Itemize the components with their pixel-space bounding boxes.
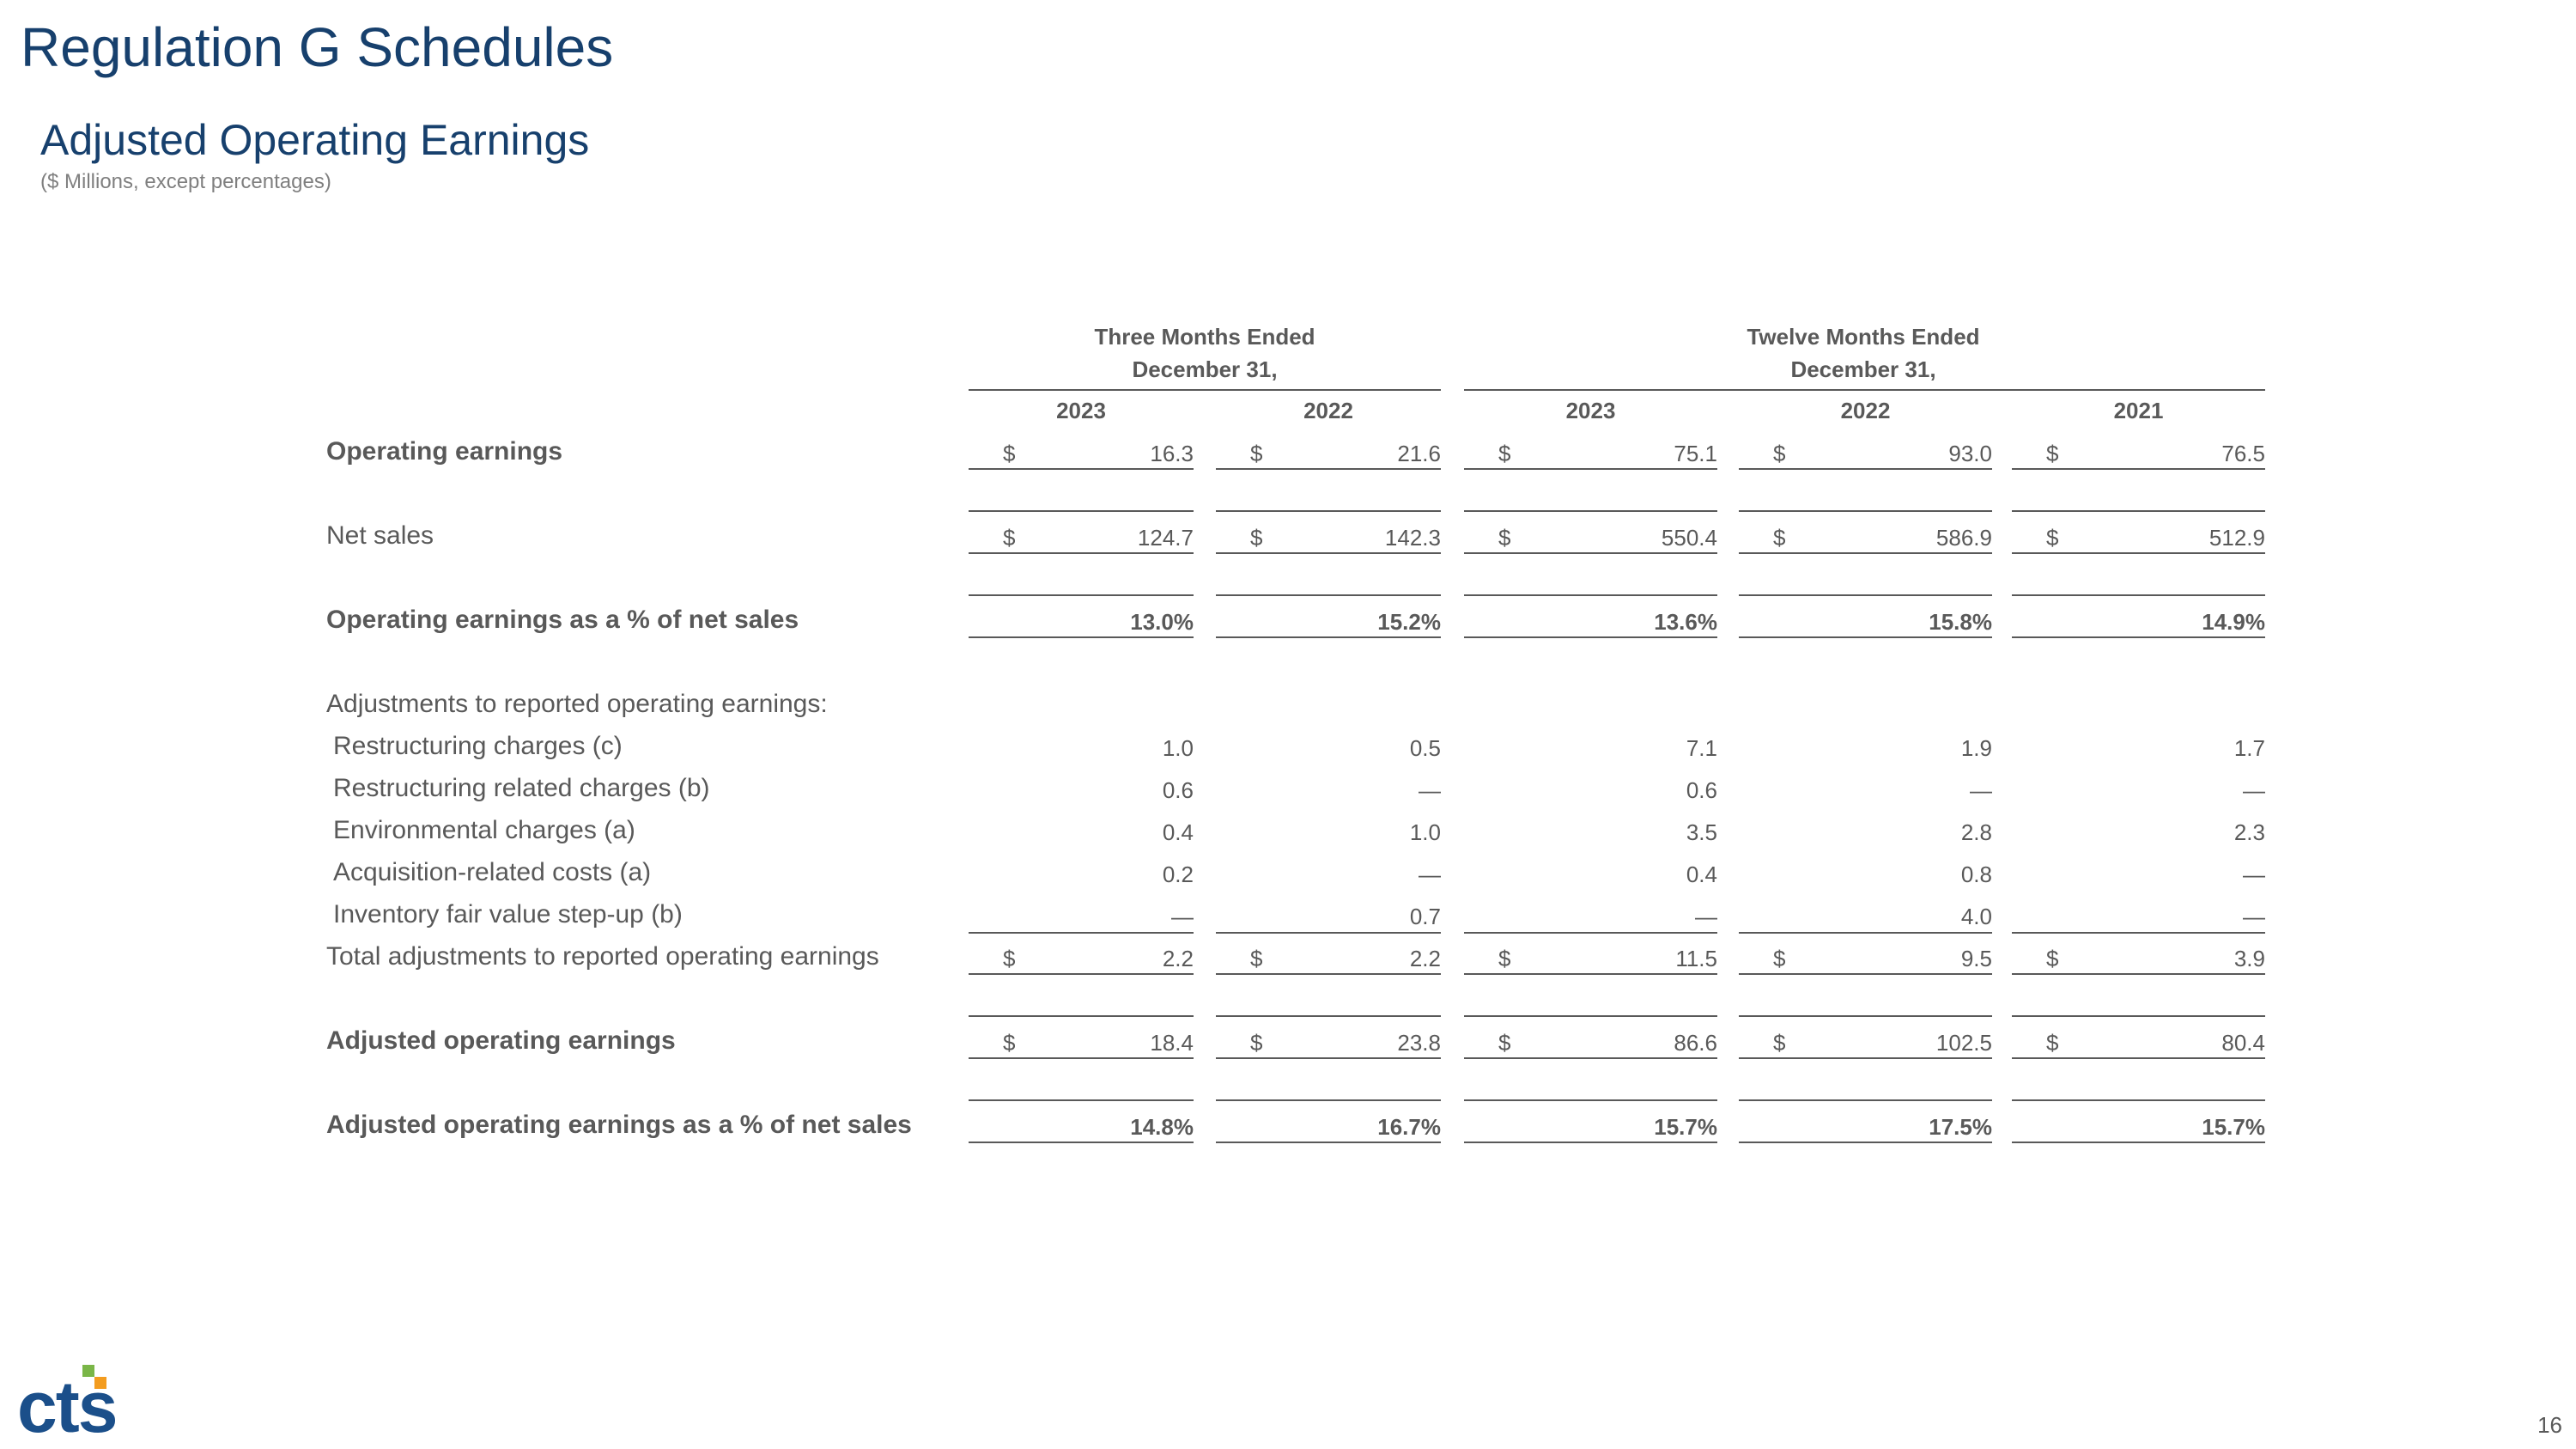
table-cell (969, 733, 1194, 764)
cell-value: — (2243, 861, 2265, 887)
cell-value: 9.5 (1960, 946, 1992, 971)
table-cell (969, 606, 1194, 637)
cell-rule (1216, 552, 1441, 554)
row-label-operating-margin: Operating earnings as a % of net sales (326, 606, 799, 634)
currency-symbol: $ (1498, 946, 1511, 971)
cell-value: — (1695, 904, 1717, 929)
cell-value: 550.4 (1661, 525, 1717, 551)
cell-value: 15.8% (1929, 609, 1992, 635)
cell-rule (969, 552, 1194, 554)
cell-value: 16.7% (1377, 1114, 1441, 1140)
cell-value: 0.6 (1686, 777, 1717, 803)
group-divider (1464, 389, 2265, 391)
cell-value: 14.9% (2202, 609, 2265, 635)
page-title: Regulation G Schedules (21, 16, 614, 78)
row-label-inventory-step-up: Inventory fair value step-up (b) (333, 900, 683, 928)
group-divider (969, 389, 1441, 391)
table-cell (1739, 775, 1992, 806)
cell-rule (1216, 932, 1441, 934)
table-cell (1464, 606, 1717, 637)
year-header: 2023 (1565, 398, 1616, 423)
table-cell (969, 1111, 1194, 1142)
cell-rule (1464, 552, 1717, 554)
table-cell (2012, 438, 2265, 469)
cell-value: 1.0 (1409, 819, 1441, 845)
cell-value: 3.9 (2233, 946, 2265, 971)
page-number: 16 (2537, 1412, 2562, 1438)
cell-rule (1216, 594, 1441, 596)
table-cell (1739, 817, 1992, 848)
table-cell (2012, 1111, 2265, 1142)
cell-value: 3.5 (1686, 819, 1717, 845)
currency-symbol: $ (1773, 525, 1786, 551)
cell-value: — (1419, 777, 1441, 803)
cell-rule (1739, 1099, 1992, 1101)
cell-rule (1464, 1057, 1717, 1059)
group-header-three-months (969, 320, 1441, 386)
cell-value: 93.0 (1948, 441, 1992, 466)
cell-rule (1216, 510, 1441, 512)
table-cell (969, 775, 1194, 806)
currency-symbol: $ (1498, 441, 1511, 466)
cell-value: 0.4 (1162, 819, 1194, 845)
cell-rule (2012, 552, 2265, 554)
cell-value: 13.0% (1130, 609, 1194, 635)
cell-value: 0.8 (1960, 861, 1992, 887)
cell-rule (1464, 594, 1717, 596)
table-cell (1739, 606, 1992, 637)
cell-rule (1216, 1057, 1441, 1059)
table-cell (1464, 733, 1717, 764)
table-cell (1739, 522, 1992, 553)
year-header: 2023 (1056, 398, 1106, 423)
group-header-line: December 31, (1790, 356, 1936, 382)
currency-symbol: $ (1773, 1030, 1786, 1056)
cell-rule (1464, 510, 1717, 512)
table-cell (2012, 606, 2265, 637)
cell-value: 2.3 (2233, 819, 2265, 845)
cell-value: 0.6 (1162, 777, 1194, 803)
table-cell (1216, 438, 1441, 469)
currency-symbol: $ (1498, 1030, 1511, 1056)
cell-value: 102.5 (1935, 1030, 1992, 1056)
cell-rule (969, 594, 1194, 596)
table-cell (1739, 438, 1992, 469)
row-label-adjusted-operating-margin: Adjusted operating earnings as a % of net sales (326, 1111, 912, 1139)
table-cell (1216, 775, 1441, 806)
cell-rule (969, 1057, 1194, 1059)
cell-rule (1464, 1142, 1717, 1143)
cell-rule (2012, 932, 2265, 934)
group-header-line: Twelve Months Ended (1747, 324, 1980, 350)
cell-value: 15.7% (1654, 1114, 1717, 1140)
cell-rule (1739, 1057, 1992, 1059)
cell-value: 4.0 (1960, 904, 1992, 929)
cell-rule (969, 973, 1194, 975)
row-label-adjustments-heading: Adjustments to reported operating earnings: (326, 690, 828, 718)
cell-value: 11.5 (1675, 946, 1717, 971)
cell-value: 18.4 (1150, 1030, 1194, 1056)
year-header: 2021 (2113, 398, 2164, 423)
cell-value: 15.2% (1377, 609, 1441, 635)
cell-value: 0.5 (1409, 735, 1441, 761)
row-label-acquisition-costs: Acquisition-related costs (a) (333, 858, 652, 886)
table-cell (1464, 438, 1717, 469)
table-cell (2012, 1027, 2265, 1058)
cell-rule (1216, 636, 1441, 638)
cell-value: — (1970, 777, 1992, 803)
table-cell (1464, 775, 1717, 806)
currency-symbol: $ (1250, 1030, 1263, 1056)
cell-rule (2012, 1142, 2265, 1143)
cts-logo (17, 1361, 155, 1439)
table-cell (1739, 943, 1992, 974)
cell-value: 23.8 (1397, 1030, 1441, 1056)
table-cell (1739, 733, 1992, 764)
table-cell (1464, 943, 1717, 974)
cell-value: 512.9 (2208, 525, 2265, 551)
table-cell (1464, 1111, 1717, 1142)
row-label-net-sales: Net sales (326, 521, 434, 550)
cell-value: 0.2 (1162, 861, 1194, 887)
cell-rule (1464, 1015, 1717, 1017)
table-cell (969, 438, 1194, 469)
cell-value: 1.7 (2233, 735, 2265, 761)
cell-rule (1216, 468, 1441, 470)
table-cell (1464, 901, 1717, 932)
cell-value: 0.4 (1686, 861, 1717, 887)
table-cell (969, 901, 1194, 932)
table-cell (1216, 901, 1441, 932)
currency-symbol: $ (1498, 525, 1511, 551)
cell-value: 16.3 (1150, 441, 1194, 466)
cell-value: 86.6 (1674, 1030, 1717, 1056)
table-cell (2012, 817, 2265, 848)
cell-rule (1464, 932, 1717, 934)
cell-value: 124.7 (1137, 525, 1194, 551)
cell-rule (2012, 594, 2265, 596)
currency-symbol: $ (2046, 441, 2059, 466)
table-cell (969, 943, 1194, 974)
cell-value: — (2243, 904, 2265, 929)
table-cell (1216, 1027, 1441, 1058)
currency-symbol: $ (1250, 525, 1263, 551)
cell-rule (1464, 973, 1717, 975)
table-cell (969, 817, 1194, 848)
cell-rule (969, 468, 1194, 470)
row-label-adjusted-operating-earnings: Adjusted operating earnings (326, 1026, 676, 1055)
cell-rule (1216, 1015, 1441, 1017)
cell-value: 80.4 (2221, 1030, 2265, 1056)
row-label-restructuring-charges: Restructuring charges (c) (333, 732, 623, 760)
cell-rule (1739, 594, 1992, 596)
currency-symbol: $ (2046, 946, 2059, 971)
table-cell (1739, 859, 1992, 890)
table-cell (2012, 522, 2265, 553)
cell-rule (1216, 1142, 1441, 1143)
table-cell (1464, 522, 1717, 553)
cell-value: 14.8% (1130, 1114, 1194, 1140)
cell-value: 0.7 (1409, 904, 1441, 929)
currency-symbol: $ (1003, 946, 1016, 971)
cell-rule (1739, 1142, 1992, 1143)
currency-symbol: $ (1250, 441, 1263, 466)
cell-value: 76.5 (2221, 441, 2265, 466)
currency-symbol: $ (1003, 1030, 1016, 1056)
table-cell (1739, 1027, 1992, 1058)
table-cell (1464, 817, 1717, 848)
cell-rule (1739, 468, 1992, 470)
row-label-total-adjustments: Total adjustments to reported operating earnings (326, 942, 879, 971)
cell-rule (2012, 1015, 2265, 1017)
cell-value: 75.1 (1674, 441, 1717, 466)
table-cell (2012, 859, 2265, 890)
table-cell (2012, 901, 2265, 932)
cell-rule (969, 1099, 1194, 1101)
cell-value: 15.7% (2202, 1114, 2265, 1140)
table-cell (1216, 606, 1441, 637)
currency-symbol: $ (1003, 525, 1016, 551)
cell-rule (969, 636, 1194, 638)
cell-value: 2.2 (1162, 946, 1194, 971)
table-cell (2012, 733, 2265, 764)
currency-symbol: $ (2046, 1030, 2059, 1056)
cell-rule (1739, 932, 1992, 934)
row-label-environmental-charges: Environmental charges (a) (333, 816, 635, 844)
cell-value: 21.6 (1397, 441, 1441, 466)
currency-symbol: $ (1003, 441, 1016, 466)
cell-rule (2012, 973, 2265, 975)
cell-value: 1.9 (1960, 735, 1992, 761)
table-cell (1216, 817, 1441, 848)
table-cell (2012, 943, 2265, 974)
table-cell (1216, 859, 1441, 890)
cell-rule (2012, 468, 2265, 470)
cell-value: — (1419, 861, 1441, 887)
cell-rule (1216, 1099, 1441, 1101)
group-header-line: Three Months Ended (1094, 324, 1315, 350)
group-header-line: December 31, (1132, 356, 1278, 382)
cell-rule (1464, 1099, 1717, 1101)
cell-rule (969, 932, 1194, 934)
table-cell (2012, 775, 2265, 806)
cell-rule (969, 1142, 1194, 1143)
cell-value: 13.6% (1654, 609, 1717, 635)
cell-rule (2012, 636, 2265, 638)
cell-value: 2.8 (1960, 819, 1992, 845)
row-label-restructuring-related-charges: Restructuring related charges (b) (333, 774, 710, 802)
cell-rule (2012, 1099, 2265, 1101)
table-cell (1216, 733, 1441, 764)
cell-rule (1739, 973, 1992, 975)
cell-value: — (2243, 777, 2265, 803)
table-cell (1739, 901, 1992, 932)
section-title: Adjusted Operating Earnings (40, 116, 590, 164)
table-cell (1216, 943, 1441, 974)
table-cell (1739, 1111, 1992, 1142)
table-cell (1464, 1027, 1717, 1058)
table-cell (969, 859, 1194, 890)
table-cell (969, 522, 1194, 553)
cell-rule (1739, 510, 1992, 512)
currency-symbol: $ (1773, 946, 1786, 971)
table-cell (1464, 859, 1717, 890)
cell-rule (2012, 1057, 2265, 1059)
cell-value: 7.1 (1686, 735, 1717, 761)
cell-value: 2.2 (1409, 946, 1441, 971)
cell-value: 1.0 (1162, 735, 1194, 761)
table-cell (1216, 1111, 1441, 1142)
cell-rule (969, 1015, 1194, 1017)
currency-symbol: $ (1773, 441, 1786, 466)
currency-symbol: $ (1250, 946, 1263, 971)
cell-rule (1216, 973, 1441, 975)
table-cell (969, 1027, 1194, 1058)
cell-rule (1739, 552, 1992, 554)
currency-symbol: $ (2046, 525, 2059, 551)
year-header: 2022 (1840, 398, 1891, 423)
cell-rule (969, 510, 1194, 512)
group-header-twelve-months (1700, 320, 2026, 386)
cell-rule (1739, 636, 1992, 638)
cell-rule (1739, 1015, 1992, 1017)
cell-value: 142.3 (1384, 525, 1441, 551)
year-header: 2022 (1303, 398, 1353, 423)
logo-text: cts (17, 1367, 117, 1439)
cell-value: — (1171, 904, 1194, 929)
cell-rule (2012, 510, 2265, 512)
section-subtitle: ($ Millions, except percentages) (40, 170, 331, 193)
cell-rule (1464, 468, 1717, 470)
cell-value: 17.5% (1929, 1114, 1992, 1140)
cell-value: 586.9 (1935, 525, 1992, 551)
table-cell (1216, 522, 1441, 553)
row-label-operating-earnings: Operating earnings (326, 437, 563, 466)
cell-rule (1464, 636, 1717, 638)
